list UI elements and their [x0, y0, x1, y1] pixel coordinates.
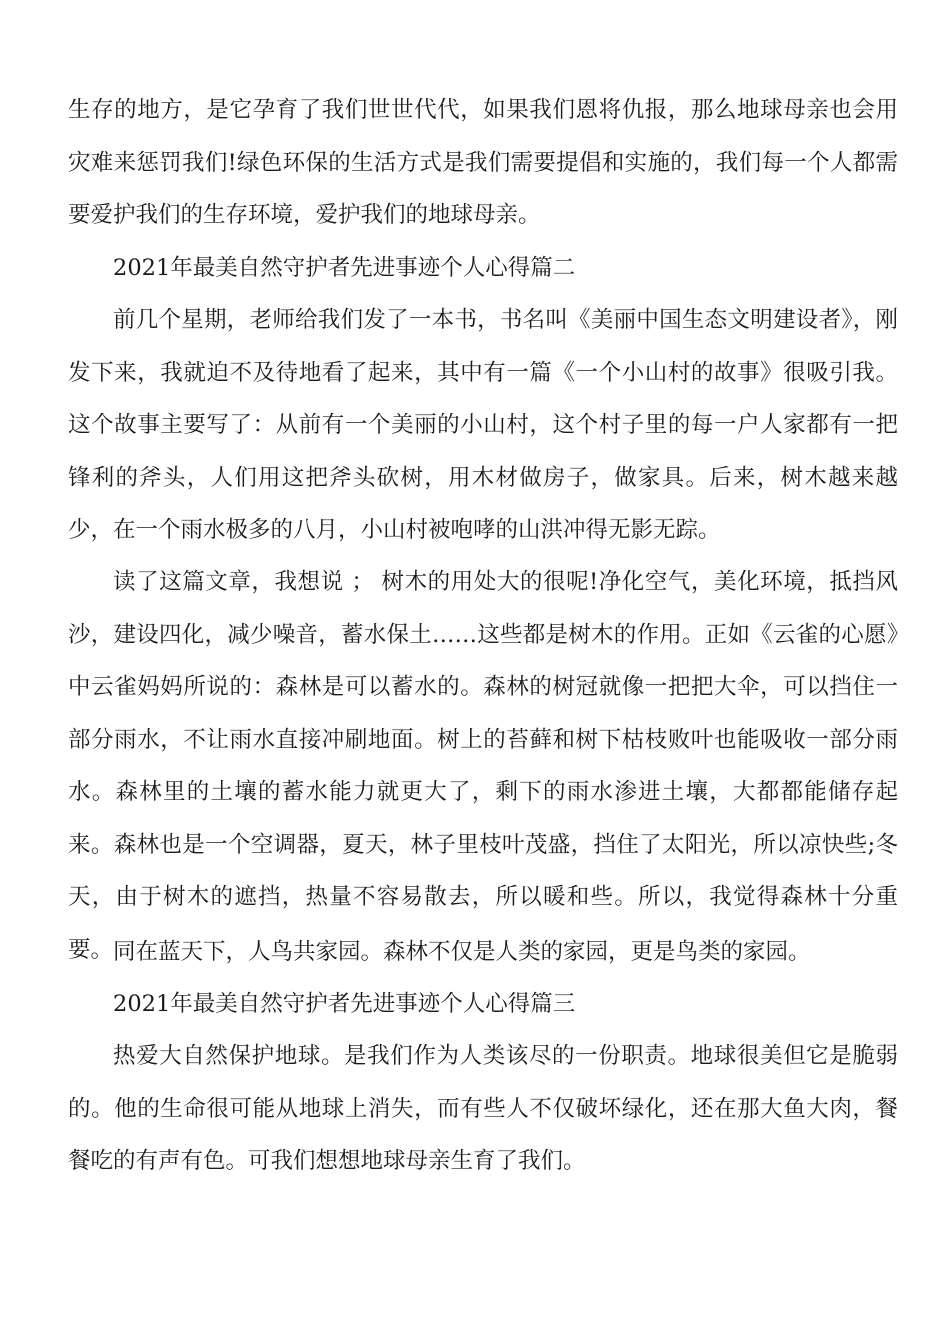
paragraph-continuation: 生存的地方，是它孕育了我们世世代代，如果我们恩将仇报，那么地球母亲也会用灾难来惩罚我们!绿色环保的生活方式是我们需要提倡和实施的，我们每一个人都需要爱护我们的生存环境，爱护我们的地球母亲。 [68, 97, 898, 228]
paragraph-earth: 热爱大自然保护地球。是我们作为人类该尽的一份职责。地球很美但它是脆弱的。他的生命很可能从地球上消失，而有些人不仅破坏绿化，还在那大鱼大肉，餐餐吃的有声有色。可我们想想地球母亲生育了我们。 [68, 1043, 898, 1174]
paragraph-birds: 同在蓝天下，人鸟共家园。森林不仅是人类的家园，更是鸟类的家园。 [113, 939, 811, 965]
paragraph-story: 前几个星期，老师给我们发了一本书，书名叫《美丽中国生态文明建设者》，刚发下来，我就迫不及待地看了起来，其中有一篇《一个小山村的故事》很吸引我。这个故事主要写了：从前有一个美丽的小山村，这个村子里的每一户人家都有一把锋利的斧头，人们用这把斧头砍树，用木材做房子，做家具。后来，树木越来越少，在一个雨水极多的八月，小山村被咆哮的山洪冲得无影无踪。 [68, 307, 898, 543]
paragraph-reflection: 读了这篇文章，我想说 ； 树木的用处大的很呢!净化空气，美化环境，抵挡风沙，建设四化，减少噪音，蓄水保土……这些都是树木的作用。正如《云雀的心愿》中云雀妈妈所说的：森林是可以蓄水的。森林的树冠就像一把把大伞，可以挡住一部分雨水，不让雨水直接冲刷地面。树上的苔藓和树下枯枝败叶也能吸收一部分雨水。森林里的土壤的蓄水能力就更大了，剩下的雨水渗进土壤，大都都能储存起来。森林也是一个空调器，夏天，林子里枝叶茂盛，挡住了太阳光，所以凉快些;冬天，由于树木的遮挡，热量不容易散去，所以暖和些。所以，我觉得森林十分重要。 [68, 569, 898, 963]
section-heading-2: 2021年最美自然守护者先进事迹个人心得篇二 [113, 255, 576, 281]
section-heading-3: 2021年最美自然守护者先进事迹个人心得篇三 [113, 991, 576, 1017]
